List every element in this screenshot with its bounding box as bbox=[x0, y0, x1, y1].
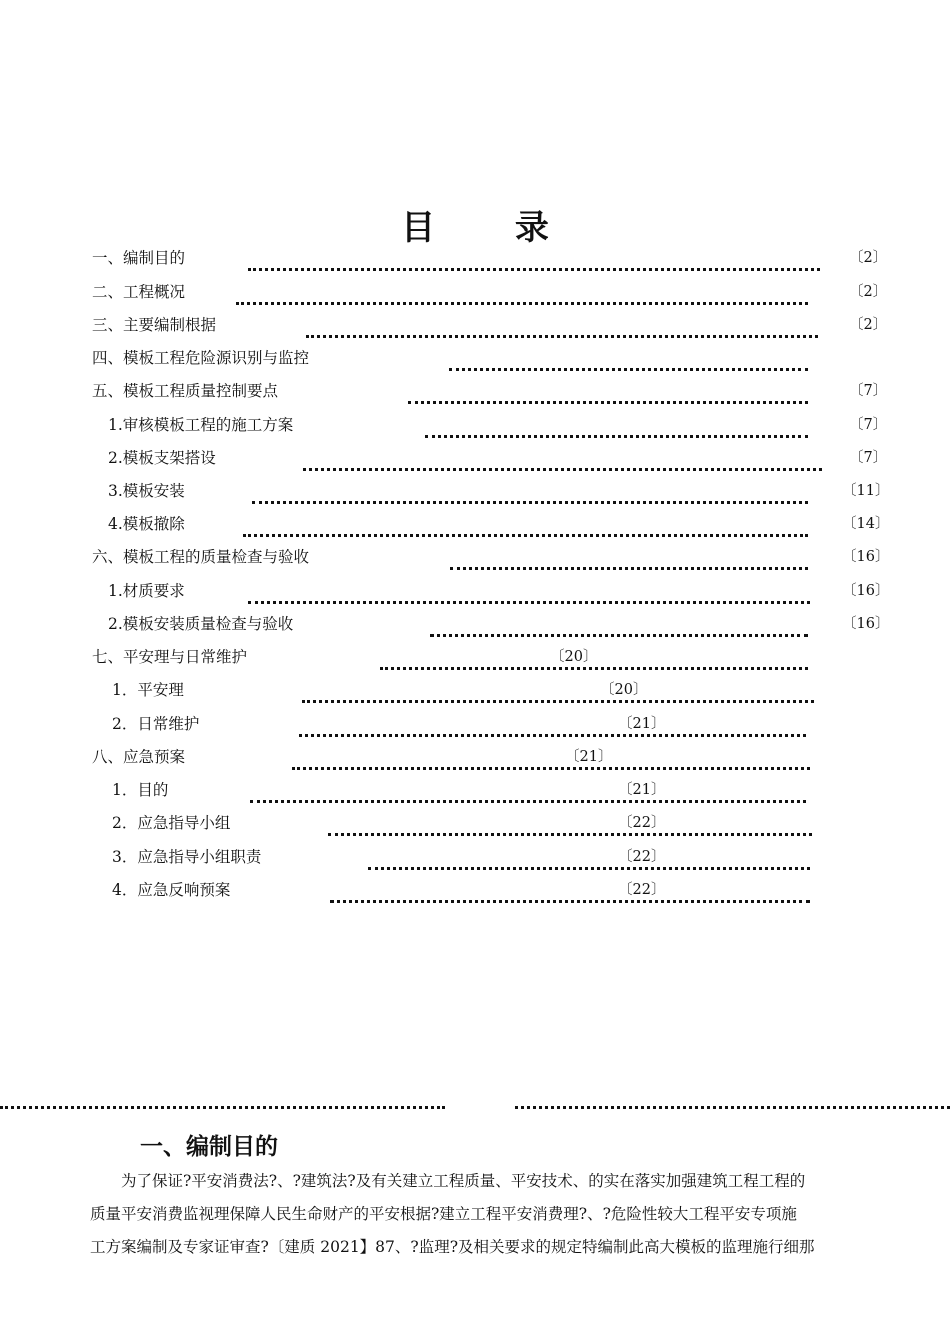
paragraph-line: 工方案编制及专家证审查?〔建质 2021】87、?监理?及相关要求的规定特编制此高大模板的监理施行细那 bbox=[90, 1238, 815, 1256]
toc-entry-leader bbox=[299, 734, 806, 737]
toc-entry-page: 〔22〕 bbox=[618, 849, 666, 865]
section-separator-left bbox=[0, 1106, 445, 1109]
toc-entry-label: 五、模板工程质量控制要点 bbox=[92, 382, 279, 400]
toc-entry-label: 八、应急预案 bbox=[92, 748, 186, 766]
toc-entry-label: 四、模板工程危险源识别与监控 bbox=[92, 349, 310, 367]
toc-entry-leader bbox=[292, 767, 810, 770]
toc-entry-leader bbox=[236, 302, 808, 305]
toc-entry-page: 〔20〕 bbox=[600, 682, 648, 698]
toc-entry-label: 七、平安理与日常维护 bbox=[92, 648, 248, 666]
toc-entry-leader bbox=[252, 501, 808, 504]
toc-entry-leader bbox=[302, 700, 814, 703]
toc-entry-label: 六、模板工程的质量检查与验收 bbox=[92, 548, 310, 566]
toc-entry-page: 〔2〕 bbox=[849, 250, 888, 266]
toc-entry-leader bbox=[430, 634, 808, 637]
toc-entry-page: 〔21〕 bbox=[565, 749, 613, 765]
toc-entry-label: 2．应急指导小组 bbox=[112, 814, 231, 832]
toc-entry-leader bbox=[449, 368, 808, 371]
toc-entry-label: 一、编制目的 bbox=[92, 249, 186, 267]
toc-entry-label: 2.模板安装质量检查与验收 bbox=[108, 615, 294, 633]
toc-entry-page: 〔2〕 bbox=[849, 284, 888, 300]
toc-entry-leader bbox=[368, 867, 810, 870]
toc-entry-label: 2．日常维护 bbox=[112, 715, 200, 733]
toc-entry-label: 1．目的 bbox=[112, 781, 169, 799]
toc-entry-leader bbox=[450, 567, 808, 570]
toc-entry-label: 1.材质要求 bbox=[108, 582, 185, 600]
paragraph-line: 为了保证?平安消费法?、?建筑法?及有关建立工程质量、平安技术、的实在落实加强建筑工程工程的 bbox=[121, 1172, 806, 1190]
toc-entry-label: 1．平安理 bbox=[112, 681, 184, 699]
toc-entry-leader bbox=[408, 401, 808, 404]
paragraph-line: 质量平安消费监视理保障人民生命财产的平安根据?建立工程平安消费理?、?危险性较大工程平安专项施 bbox=[90, 1205, 797, 1223]
toc-entry-leader bbox=[328, 833, 812, 836]
toc-title: 目 录 bbox=[401, 208, 583, 248]
toc-entry-page: 〔16〕 bbox=[842, 583, 890, 599]
toc-entry-leader bbox=[380, 667, 808, 670]
toc-entry-page: 〔7〕 bbox=[849, 417, 888, 433]
toc-entry-label: 二、工程概况 bbox=[92, 283, 186, 301]
toc-entry-label: 3．应急指导小组职责 bbox=[112, 848, 262, 866]
toc-entry-leader bbox=[250, 800, 806, 803]
toc-entry-page: 〔2〕 bbox=[849, 317, 888, 333]
toc-entry-page: 〔11〕 bbox=[842, 483, 890, 499]
toc-entry-label: 2.模板支架搭设 bbox=[108, 449, 216, 467]
toc-entry-label: 3.模板安装 bbox=[108, 482, 185, 500]
toc-entry-leader bbox=[306, 335, 818, 338]
toc-entry-label: 4．应急反响预案 bbox=[112, 881, 231, 899]
section-heading: 一、编制目的 bbox=[140, 1134, 278, 1160]
toc-entry-leader bbox=[248, 601, 810, 604]
toc-entry-label: 三、主要编制根据 bbox=[92, 316, 217, 334]
section-paragraph bbox=[90, 1165, 870, 1264]
toc-entry-leader bbox=[303, 468, 822, 471]
toc-entry-leader bbox=[425, 435, 808, 438]
toc-entry-label: 1.审核模板工程的施工方案 bbox=[108, 416, 294, 434]
toc-entry-page: 〔14〕 bbox=[842, 516, 890, 532]
toc-entry-label: 4.模板撤除 bbox=[108, 515, 185, 533]
toc-entry-page: 〔21〕 bbox=[618, 716, 666, 732]
toc-entry-page: 〔21〕 bbox=[618, 782, 666, 798]
toc-entry-leader bbox=[248, 268, 820, 271]
toc-entry-page: 〔16〕 bbox=[842, 549, 890, 565]
toc-entry-leader bbox=[243, 534, 808, 537]
toc-entry-page: 〔22〕 bbox=[618, 882, 666, 898]
toc-entry-page: 〔7〕 bbox=[849, 383, 888, 399]
toc-entry-page: 〔7〕 bbox=[849, 450, 888, 466]
toc-entry-page: 〔16〕 bbox=[842, 616, 890, 632]
toc-entry-page: 〔20〕 bbox=[550, 649, 598, 665]
section-separator-right bbox=[515, 1106, 950, 1109]
toc-entry-page: 〔22〕 bbox=[618, 815, 666, 831]
toc-entry-leader bbox=[330, 900, 810, 903]
